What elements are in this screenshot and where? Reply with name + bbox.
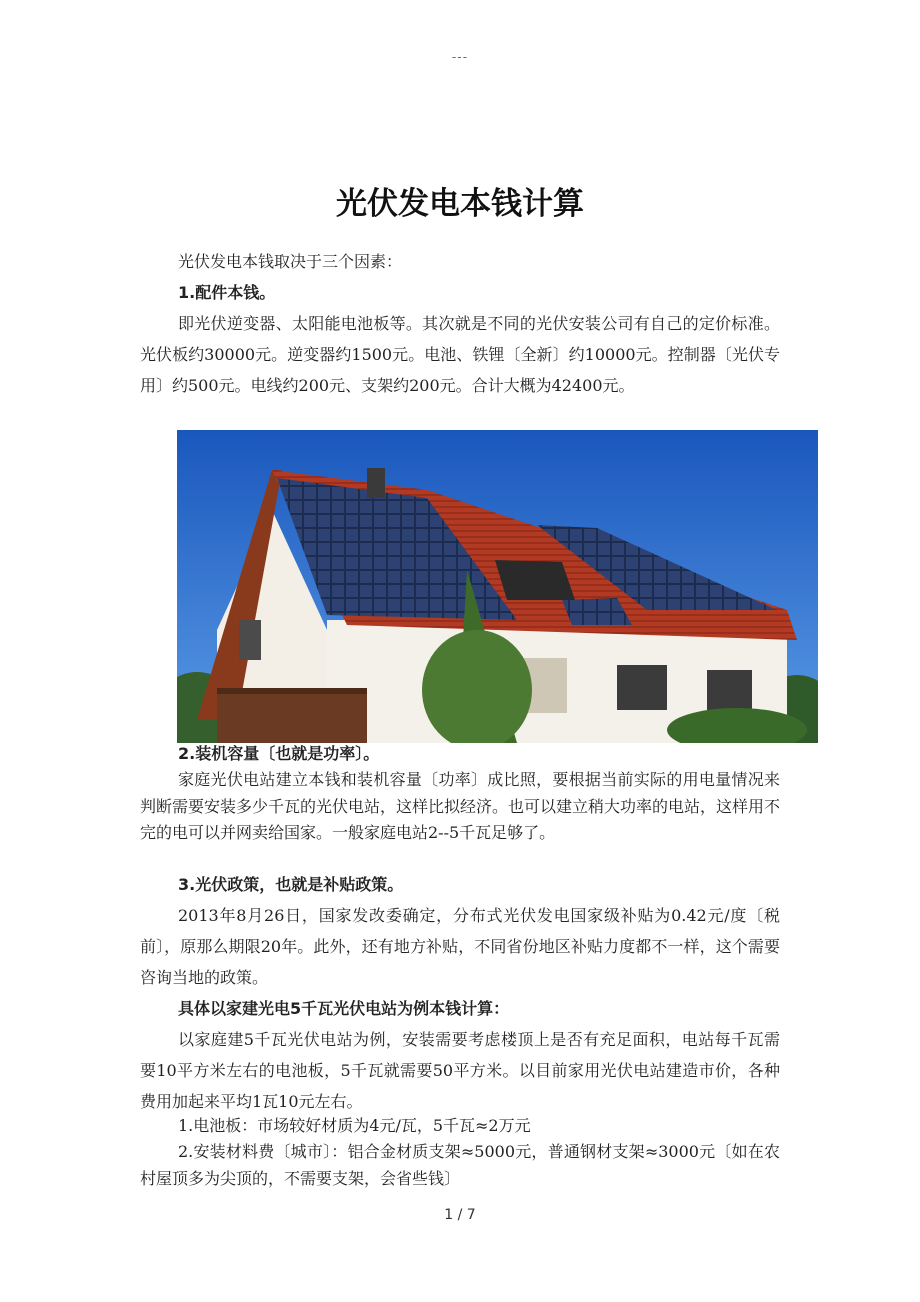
solar-house-photo (177, 430, 818, 743)
intro-paragraph: 光伏发电本钱取决于三个因素： (178, 252, 403, 271)
cost-item-2: 2.安装材料费〔城市〕：铝合金材质支架≈5000元，普通钢材支架≈3000元〔如在农村屋顶多为尖顶的，不需要支架，会省些钱〕 (140, 1142, 780, 1188)
cost-item-1: 1.电池板：市场较好材质为4元/瓦，5千瓦≈2万元 (178, 1116, 531, 1135)
section-2-heading: 2.装机容量〔也就是功率〕。 (178, 744, 380, 763)
section-3-heading: 3.光伏政策，也就是补贴政策。 (178, 875, 404, 894)
example-heading: 具体以家建光电5千瓦光伏电站为例本钱计算： (178, 999, 510, 1018)
document-title: 光伏发电本钱计算 (336, 186, 584, 222)
page-number: 1 / 7 (444, 1207, 476, 1223)
section-1-body: 即光伏逆变器、太阳能电池板等。其次就是不同的光伏安装公司有自己的定价标准。光伏板约30000元。逆变器约1500元。电池、铁锂〔全新〕约10000元。控制器〔光伏专用〕约500元。电线约200元、支架约200元。合计大概为42400元。 (140, 314, 780, 395)
section-1-heading: 1.配件本钱。 (178, 283, 276, 302)
example-body: 以家庭建5千瓦光伏电站为例，安装需要考虑楼顶上是否有充足面积，电站每千瓦需要10平方米左右的电池板，5千瓦就需要50平方米。以目前家用光伏电站建造市价，各种费用加起来平均1瓦10元左右。 (140, 1030, 780, 1111)
section-2-body: 家庭光伏电站建立本钱和装机容量〔功率〕成比照，要根据当前实际的用电量情况来判断需要安装多少千瓦的光伏电站，这样比拟经济。也可以建立稍大功率的电站，这样用不完的电可以并网卖给国家。一般家庭电站2--5千瓦足够了。 (140, 770, 781, 842)
header-mark: --- (451, 50, 469, 65)
section-3-body: 2013年8月26日，国家发改委确定，分布式光伏发电国家级补贴为0.42元/度〔税前〕，原那么期限20年。此外，还有地方补贴，不同省份地区补贴力度都不一样，这个需要咨询当地的政策。 (140, 906, 780, 987)
